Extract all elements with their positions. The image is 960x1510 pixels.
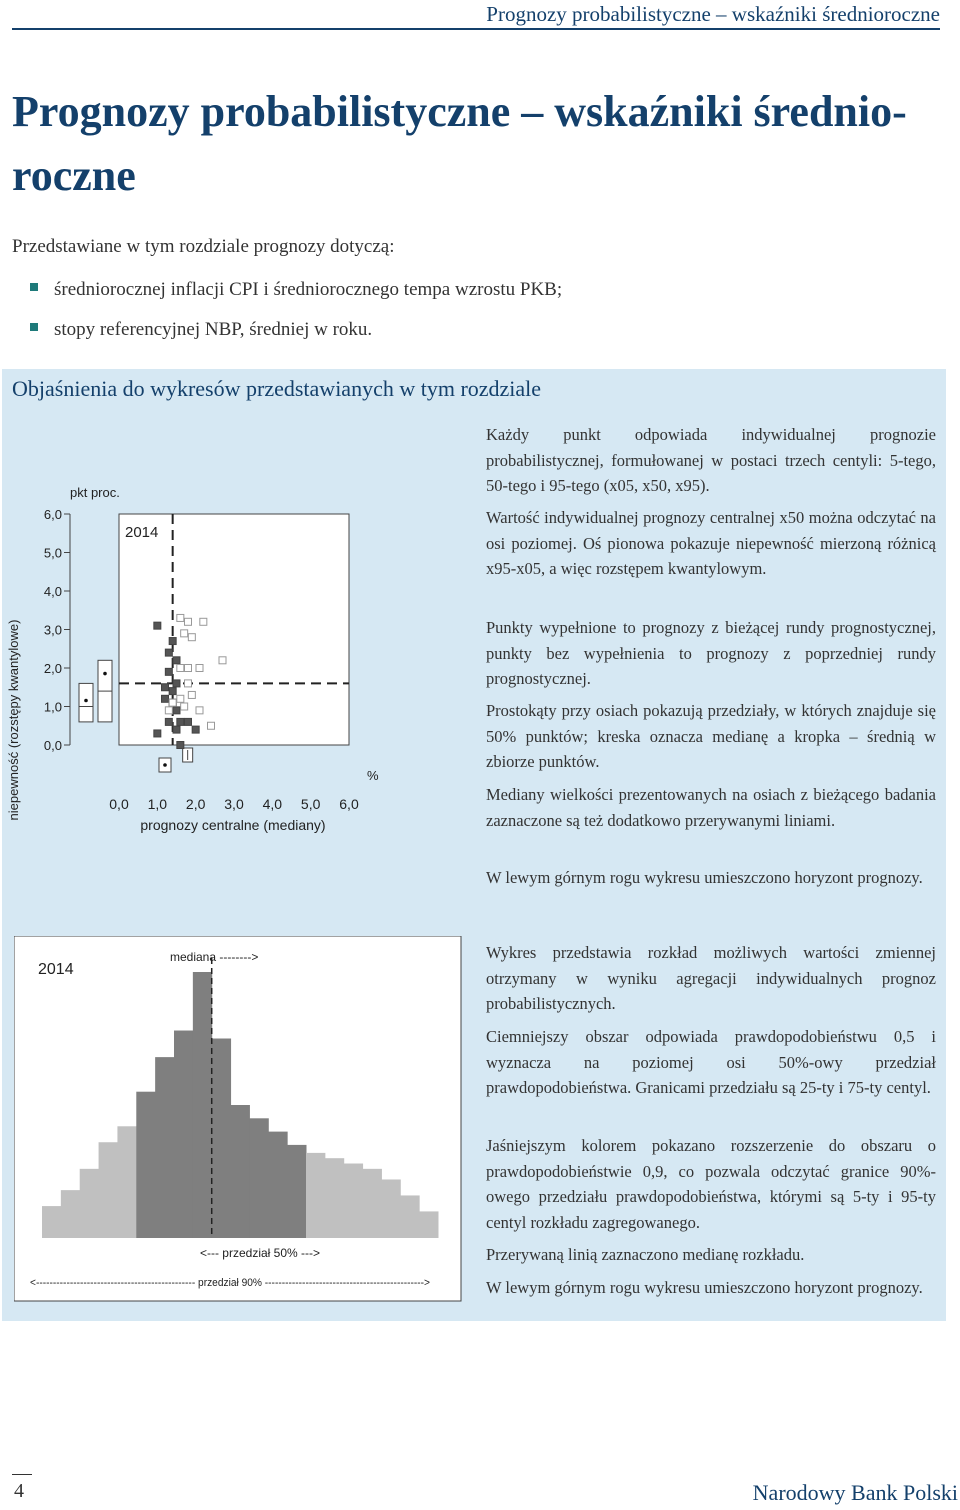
running-header: Prognozy probabilistyczne – wskaźniki średnioroczne [486,2,940,26]
x-unit-label: % [367,768,379,783]
histogram-bar [287,1145,306,1238]
point-previous [196,665,203,672]
point-previous [196,707,203,714]
point-current [169,688,176,695]
bullet-text: średniorocznej inflacji CPI i średniorocznego tempa wzrostu PKB; [54,279,563,300]
point-previous [177,695,184,702]
point-previous [181,703,188,710]
histogram-bar [99,1142,118,1238]
point-previous [219,657,226,664]
histogram-bar [155,1057,174,1238]
expl-paragraph: Każdy punkt odpowiada indywidualnej prognozie probabilistycznej, formułowanej w postaci trzech centyli: 5-tego, 50-tego i 95-tego (x05, x50, x95). [486,425,936,495]
point-current [173,726,180,733]
y-tick-label: 5,0 [43,545,62,561]
footer-rule [12,1474,32,1475]
point-current [162,695,169,702]
y-unit-label: pkt proc. [70,485,120,500]
point-previous [165,707,172,714]
histogram-bar [344,1164,363,1238]
header-rule [12,28,940,30]
point-current [173,680,180,687]
histogram-bar [117,1126,136,1238]
box-mean-dot [163,763,167,767]
footer-institution: Narodowy Bank Polski [752,1480,958,1505]
expl-paragraph: Ciemniejszy obszar odpowiada prawdopodobieństwu 0,5 i wyznacza na poziomej osi 50%-owy przedział prawdopodobieństwa. Granicami przedziału są 25-ty i 75-ty centyl. [486,1027,936,1097]
expl-paragraph: Jaśniejszym kolorem pokazano rozszerzenie do obszaru o prawdopodobieństwie 0,9, co pozwala odczytać granice 90%-owego przedziału prawdopodobieństwa, którymi są 5-ty i 95-ty centyl rozkładu zagregowanego. [486,1136,936,1232]
point-previous [188,634,195,641]
histogram-bar [249,1118,268,1238]
horizon-label: 2014 [38,961,74,978]
point-current [154,730,161,737]
histogram-bar [136,1092,155,1238]
y-tick-label: 6,0 [43,507,62,522]
y-tick-label: 0,0 [43,738,62,753]
expl-paragraph: Przerywaną linią zaznaczono medianę rozkładu. [486,1245,805,1264]
y-tick-label: 4,0 [43,584,62,599]
y-axis-label: niepewność (rozstępy kwantylowe) [6,619,21,821]
point-current [165,668,172,675]
expl-paragraph: W lewym górnym rogu wykresu umieszczono horyzont prognozy. [486,868,923,887]
bullet-square-icon [30,323,38,331]
bullet-square-icon [30,283,38,291]
point-current [169,638,176,645]
point-previous [185,618,192,625]
x-tick-label: 1,0 [147,796,168,812]
x-tick-label: 3,0 [224,796,244,812]
point-current [192,726,199,733]
histogram-bar [325,1158,344,1238]
histogram-bar [231,1105,250,1238]
expl-paragraph: W lewym górnym rogu wykresu umieszczono horyzont prognozy. [486,1278,923,1297]
histogram-bar [268,1132,287,1238]
histogram-bar [212,1039,231,1239]
expl-paragraph: Mediany wielkości prezentowanych na osiach z bieżącego badania zaznaczone są też dodatkowo przerywanymi liniami. [486,785,936,830]
point-current [177,718,184,725]
point-current [173,657,180,664]
y-tick-label: 2,0 [43,661,62,676]
page-title: Prognozy probabilistyczne – wskaźniki średnio-roczne [12,87,907,200]
histogram-bar [419,1211,438,1238]
list-item [30,276,562,316]
histogram-bar [306,1153,325,1238]
histogram-bar [193,972,212,1238]
expl-paragraph: Wartość indywidualnej prognozy centralnej x50 można odczytać na osi poziomej. Oś pionowa pokazuje niepewność mierzoną różnicą x95-x05, a więc rozstępem kwantylowym. [486,508,936,578]
point-current [165,649,172,656]
histogram-bar [42,1206,61,1238]
x-tick-label: 6,0 [339,796,359,812]
expl-paragraph: Punkty wypełnione to prognozy z bieżącej rundy prognostycznej, punkty bez wypełnienia to prognozy z poprzedniej rundy prognostycznej. [486,618,936,688]
point-current [177,742,184,749]
x-tick-label: 5,0 [300,796,321,812]
interval50-label: <--- przedział 50% ---> [199,1246,321,1260]
histogram-bar [174,1031,193,1238]
bullet-text: stopy referencyjnej NBP, średniej w roku. [54,319,373,340]
point-previous [188,691,195,698]
point-previous [177,665,184,672]
expl-paragraph: Wykres przedstawia rozkład możliwych wartości zmiennej otrzymany w wyniku agregacji indywidualnych prognoz probabilistycznych. [486,943,936,1013]
point-current [173,707,180,714]
panel-title: Objaśnienia do wykresów przedstawianych w tym rozdziale [12,376,542,401]
histogram-bar [363,1169,382,1238]
bullet-list [30,276,562,356]
histogram-bar [400,1195,419,1238]
expl-paragraph: Prostokąty przy osiach pokazują przedziały, w których znajduje się 50% punktów; kreska oznacza medianę a kropka – średnią w zbiorze punktów. [486,701,936,771]
point-previous [200,618,207,625]
intro-text: Przedstawiane w tym rozdziale prognozy dotyczą: [12,236,395,257]
x-tick-label: 2,0 [185,796,206,812]
point-previous [208,722,215,729]
histogram-bar [80,1169,99,1238]
x-axis-label: prognozy centralne (mediany) [140,817,326,833]
histogram-bar [61,1190,80,1238]
y-tick-label: 1,0 [43,699,62,715]
box-mean-dot [103,672,107,676]
interval90-label: <----------------------------------------------- przedział 90% -----------------------------------------------> [30,1277,430,1289]
list-item [30,316,562,356]
scatter-chart [0,470,470,850]
horizon-label: 2014 [125,524,159,541]
point-previous [185,680,192,687]
y-box-previous [79,683,93,722]
point-previous [177,614,184,621]
point-current [162,684,169,691]
page-number: 4 [14,1480,24,1502]
median-label: mediana --------> [170,950,259,964]
point-current [165,718,172,725]
x-tick-label: 0,0 [109,796,129,812]
histogram-bar [381,1179,400,1238]
box-mean-dot [84,699,88,703]
x-tick-label: 4,0 [262,796,283,812]
point-current [154,622,161,629]
point-previous [181,630,188,637]
histogram-chart [14,936,462,1302]
point-previous [185,665,192,672]
y-tick-label: 3,0 [43,622,62,638]
point-current [185,718,192,725]
point-previous [169,699,176,706]
